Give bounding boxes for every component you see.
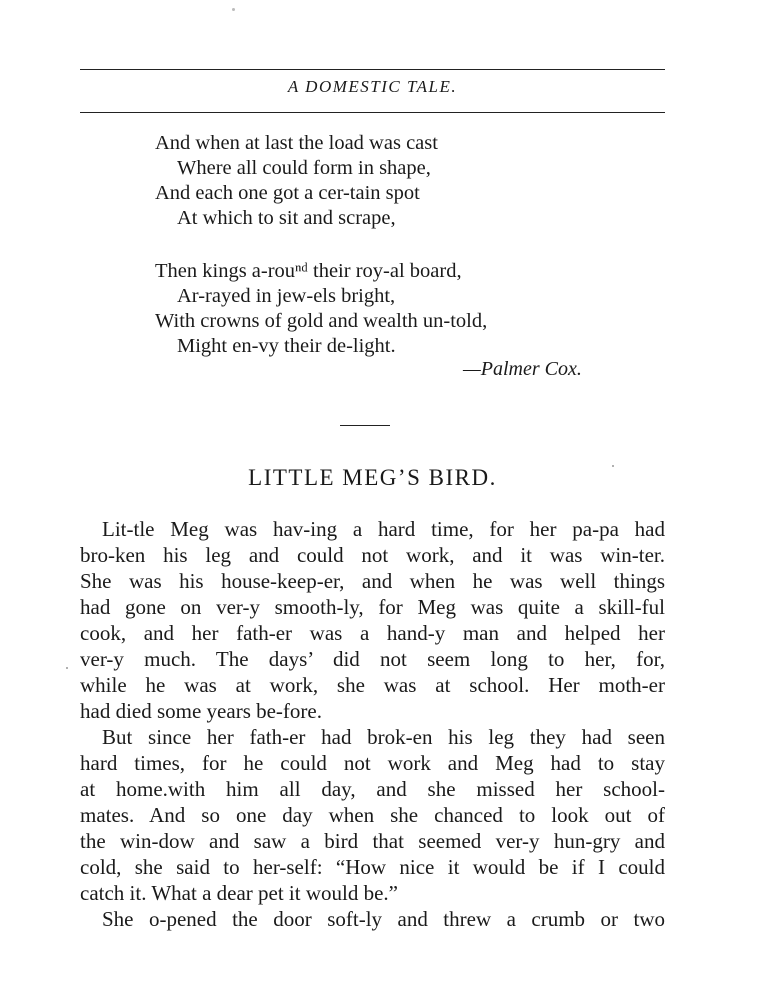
- section-divider: [340, 425, 390, 426]
- prose-line: ver-y much. The days’ did not seem long to her, for,: [80, 647, 665, 671]
- verse-line: And each one got a cer-tain spot: [155, 182, 420, 204]
- prose-line: had died some years be-fore.: [80, 699, 322, 723]
- prose-line: while he was at work, she was at school. Her moth-er: [80, 673, 665, 697]
- verse-line: Where all could form in shape,: [177, 157, 431, 179]
- verse-line: With crowns of gold and wealth un-told,: [155, 310, 488, 332]
- print-speck: [66, 667, 68, 669]
- prose-line: cold, she said to her-self: “How nice it would be if I could: [80, 855, 665, 879]
- prose-line: But since her fath-er had brok-en his leg they had seen: [102, 725, 665, 749]
- prose-line: hard times, for he could not work and Meg had to stay: [80, 751, 665, 775]
- print-speck: [612, 465, 614, 467]
- prose-line: at home.with him all day, and she missed her school-: [80, 777, 665, 801]
- poem-attribution: —Palmer Cox.: [463, 358, 582, 380]
- prose-line: She o-pened the door soft-ly and threw a crumb or two: [102, 907, 665, 931]
- print-speck: [232, 8, 235, 11]
- prose-line: mates. And so one day when she chanced to look out of: [80, 803, 665, 827]
- prose-line: catch it. What a dear pet it would be.”: [80, 881, 398, 905]
- verse-line: Ar-rayed in jew-els bright,: [177, 285, 396, 307]
- prose-line: the win-dow and saw a bird that seemed ver-y hun-gry and: [80, 829, 665, 853]
- verse-line: At which to sit and scrape,: [177, 207, 396, 229]
- prose-line: had gone on ver-y smooth-ly, for Meg was quite a skill-ful: [80, 595, 665, 619]
- prose-line: She was his house-keep-er, and when he was well things: [80, 569, 665, 593]
- prose-line: bro-ken his leg and could not work, and it was win-ter.: [80, 543, 665, 567]
- top-rule: [80, 69, 665, 70]
- verse-line: And when at last the load was cast: [155, 132, 438, 154]
- running-head: A DOMESTIC TALE.: [287, 77, 458, 96]
- prose-line: Lit-tle Meg was hav-ing a hard time, for her pa-pa had: [102, 517, 665, 541]
- header-rule: [80, 112, 665, 113]
- verse-line: Then kings a-rouⁿᵈ their roy-al board,: [155, 260, 462, 282]
- story-title: LITTLE MEG’S BIRD.: [248, 465, 497, 490]
- prose-line: cook, and her fath-er was a hand-y man and helped her: [80, 621, 665, 645]
- verse-line: Might en-vy their de-light.: [177, 335, 396, 357]
